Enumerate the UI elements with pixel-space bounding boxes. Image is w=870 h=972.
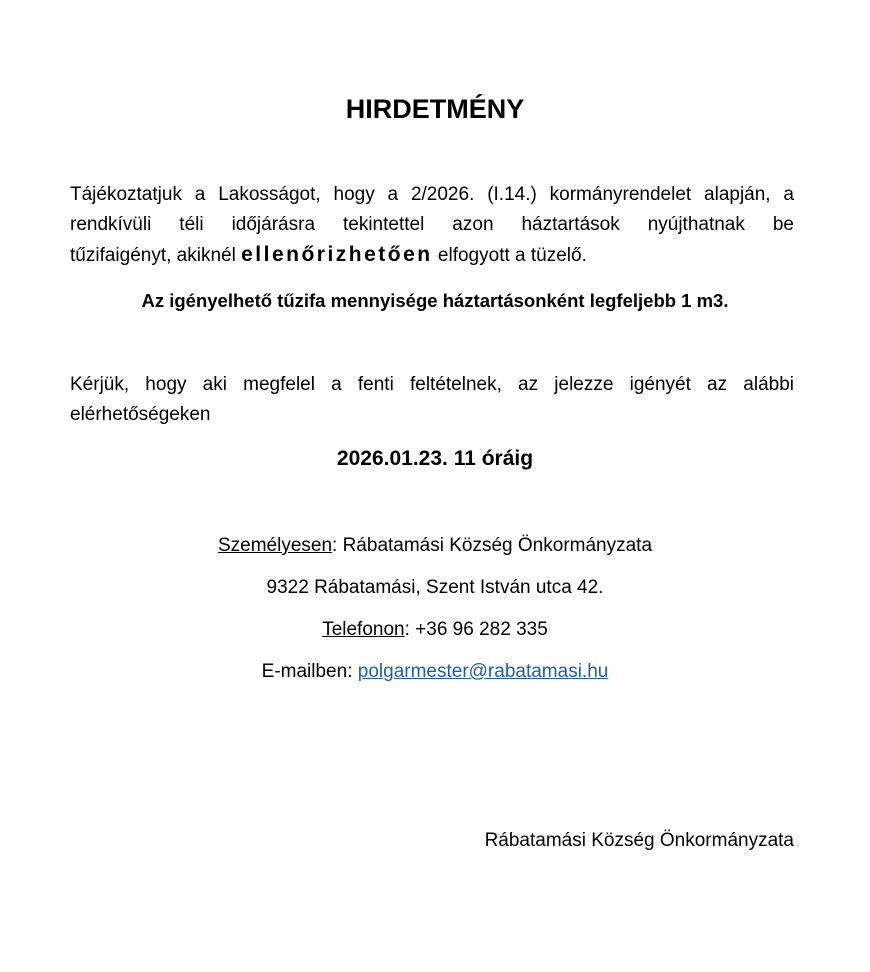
- emphasized-word: ellenőrizhetően: [241, 243, 433, 266]
- in-person-label: Személyesen: [217, 535, 333, 556]
- intro-line-1: Tájékoztatjuk a Lakosságot, hogy a 2/2026. (I.14.) kormányrendelet alapján, a: [70, 184, 794, 205]
- in-person-value: : Rábatamási Község Önkormányzata: [332, 535, 653, 556]
- notice-title: HIRDETMÉNY: [345, 94, 525, 124]
- intro-line-3: [70, 240, 794, 270]
- quantity-notice: Az igényelhető tűzifa mennyisége háztartásonként legfeljebb 1 m3.: [141, 290, 729, 311]
- intro-line-3-start: tűzifaigényt, akiknél: [70, 245, 236, 266]
- intro-line-2: rendkívüli téli időjárásra tekintettel azon háztartások nyújthatnak be: [70, 214, 794, 235]
- request-paragraph: [70, 370, 794, 430]
- request-line-2: elérhetőségeken: [70, 404, 211, 425]
- email-label: E-mailben:: [261, 661, 358, 682]
- deadline: 2026.01.23. 11 óráig: [336, 447, 534, 470]
- contact-email: [0, 657, 870, 687]
- phone-label: Telefonon: [322, 619, 405, 640]
- intro-line-3-end: elfogyott a tüzelő.: [437, 245, 587, 266]
- request-line-1: Kérjük, hogy aki megfelel a fenti feltételnek, az jelezze igényét az alábbi: [70, 374, 794, 395]
- email-link[interactable]: polgarmester@rabatamasi.hu: [357, 661, 609, 682]
- intro-paragraph: [70, 180, 794, 270]
- contact-in-person: [0, 531, 870, 561]
- phone-value: : +36 96 282 335: [404, 619, 548, 640]
- contact-phone: [0, 615, 870, 645]
- signature: Rábatamási Község Önkormányzata: [484, 830, 794, 851]
- contact-address: 9322 Rábatamási, Szent István utca 42.: [266, 577, 604, 598]
